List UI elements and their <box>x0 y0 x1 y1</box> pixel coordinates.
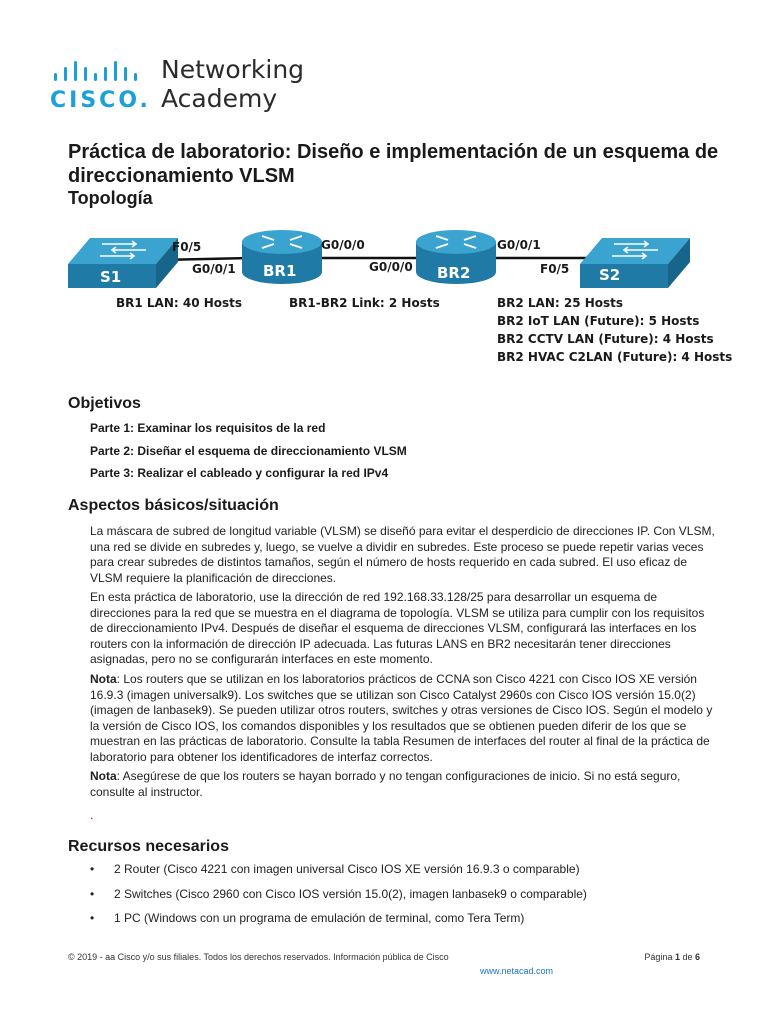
port-label-br1-g001: G0/0/1 <box>192 262 236 276</box>
device-label-s1: S1 <box>100 268 122 286</box>
page-prefix: Página <box>644 952 675 962</box>
footer-netacad-link[interactable]: www.netacad.com <box>480 966 554 976</box>
br2-cctv-lan-label: BR2 CCTV LAN (Future): 4 Hosts <box>497 332 714 346</box>
resources-list <box>90 862 730 936</box>
note-text-2: : Asegúrese de que los routers se hayan borrado y no tengan configuraciones de inicio. Si no está seguro, consulte al instructor. <box>90 769 681 799</box>
port-label-br2-g001: G0/0/1 <box>497 238 541 252</box>
topology-heading: Topología <box>68 188 153 208</box>
bullet-mark: • <box>90 886 95 901</box>
br2-iot-lan-label: BR2 IoT LAN (Future): 5 Hosts <box>497 314 700 328</box>
note-paragraph-2 <box>90 769 720 800</box>
br2-hvac-lan-label: BR2 HVAC C2LAN (Future): 4 Hosts <box>497 350 733 364</box>
objectives-heading: Objetivos <box>68 395 141 412</box>
list-item <box>90 911 730 926</box>
resource-text: 1 PC (Windows con un programa de emulación de terminal, como Tera Term) <box>114 911 525 925</box>
note-label-1: Nota <box>90 672 117 686</box>
background-paragraph-2: En esta práctica de laboratorio, use la dirección de red 192.168.33.128/25 para desarrollar un esquema de direcciones para la red que se muestra en el diagrama de topología. VLSM se utiliza para cumplir con los requisitos de direccionamiento IPv4. Después de diseñar el esquema de direcciones VLSM, configurará las interfaces en los routers con la información de dirección IP adecuada. Las futuras LANS en BR2 necesitarán tener direcciones asignadas, pero no se configurarán interfaces en este momento. <box>90 590 705 666</box>
footer-page-number <box>644 952 700 962</box>
device-label-br1: BR1 <box>263 262 297 280</box>
cisco-bars-icon <box>54 60 146 84</box>
cisco-wordmark: CISCO. <box>50 88 151 113</box>
resource-text: 2 Router (Cisco 4221 con imagen universal Cisco IOS XE versión 16.9.3 o comparable) <box>114 862 580 876</box>
page-total: 6 <box>694 952 700 962</box>
resource-text: 2 Switches (Cisco 2960 con Cisco IOS versión 15.0(2), imagen lanbasek9 o comparable) <box>114 886 587 901</box>
port-label-br2-g000: G0/0/0 <box>369 260 413 274</box>
list-item <box>90 862 730 877</box>
objective-part-1: Parte 1: Examinar los requisitos de la red <box>90 421 326 435</box>
port-label-s2-f05: F0/5 <box>540 262 570 276</box>
note-label-2: Nota <box>90 769 117 783</box>
logo-academy: Academy <box>161 84 278 113</box>
objective-part-3: Parte 3: Realizar el cableado y configurar la red IPv4 <box>90 466 389 480</box>
bullet-mark: • <box>90 911 95 925</box>
page-title: Práctica de laboratorio: Diseño e implementación de un esquema de direccionamiento VLSM <box>68 141 719 187</box>
br1-lan-label: BR1 LAN: 40 Hosts <box>116 296 243 310</box>
device-label-s2: S2 <box>599 266 621 284</box>
stray-mark: . <box>90 808 94 822</box>
note-text-1: : Los routers que se utilizan en los laboratorios prácticos de CCNA son Cisco 4221 con Cisco IOS XE versión 16.9.3 (imagen universalk9). Los switches que se utilizan son Cisco Catalyst 2960s con Cisco IOS versión 15.0(2) (imagen de lanbasek9). Se pueden utilizar otros routers, switches y otras versiones de Cisco IOS. Según el modelo y la versión de Cisco IOS, los comandos disponibles y los resultados que se obtienen pueden diferir de los que se muestran en las prácticas de laboratorio. Consulte la tabla Resumen de interfaces del router al final de la práctica de laboratorio para obtener los identificadores de interfaz correctos. <box>90 672 713 764</box>
switch-s2-icon <box>580 238 690 288</box>
page-current: 1 <box>674 952 680 962</box>
cisco-networking-academy-logo <box>50 56 310 120</box>
objective-part-2: Parte 2: Diseñar el esquema de direccionamiento VLSM <box>90 444 407 458</box>
list-item <box>90 887 730 902</box>
port-label-br1-g000: G0/0/0 <box>321 238 365 252</box>
device-label-br2: BR2 <box>437 264 471 282</box>
br2-lan-label: BR2 LAN: 25 Hosts <box>497 296 624 310</box>
switch-s1-icon <box>68 238 178 288</box>
background-paragraph-1: La máscara de subred de longitud variable (VLSM) se diseñó para evitar el desperdicio de direcciones IP. Con VLSM, una red se divide en subredes y, luego, se vuelve a dividir en subredes. Este proceso se puede repetir varias veces para crear subredes de distintos tamaños, según el número de hosts requerido en cada subred. El uso eficaz de VLSM requiere la planificación de direcciones. <box>90 524 715 585</box>
footer-copyright: © 2019 - aa Cisco y/o sus filiales. Todos los derechos reservados. Información pública de Cisco <box>68 952 449 962</box>
background-heading: Aspectos básicos/situación <box>68 497 279 514</box>
br1-br2-link-label: BR1-BR2 Link: 2 Hosts <box>289 296 440 310</box>
note-paragraph-1 <box>90 672 720 765</box>
page-mid: de <box>679 952 695 962</box>
port-label-s1-f05: F0/5 <box>172 240 202 254</box>
logo-networking: Networking <box>161 55 305 84</box>
topology-diagram <box>60 222 740 382</box>
bullet-mark: • <box>90 862 95 876</box>
resources-heading: Recursos necesarios <box>68 838 229 855</box>
